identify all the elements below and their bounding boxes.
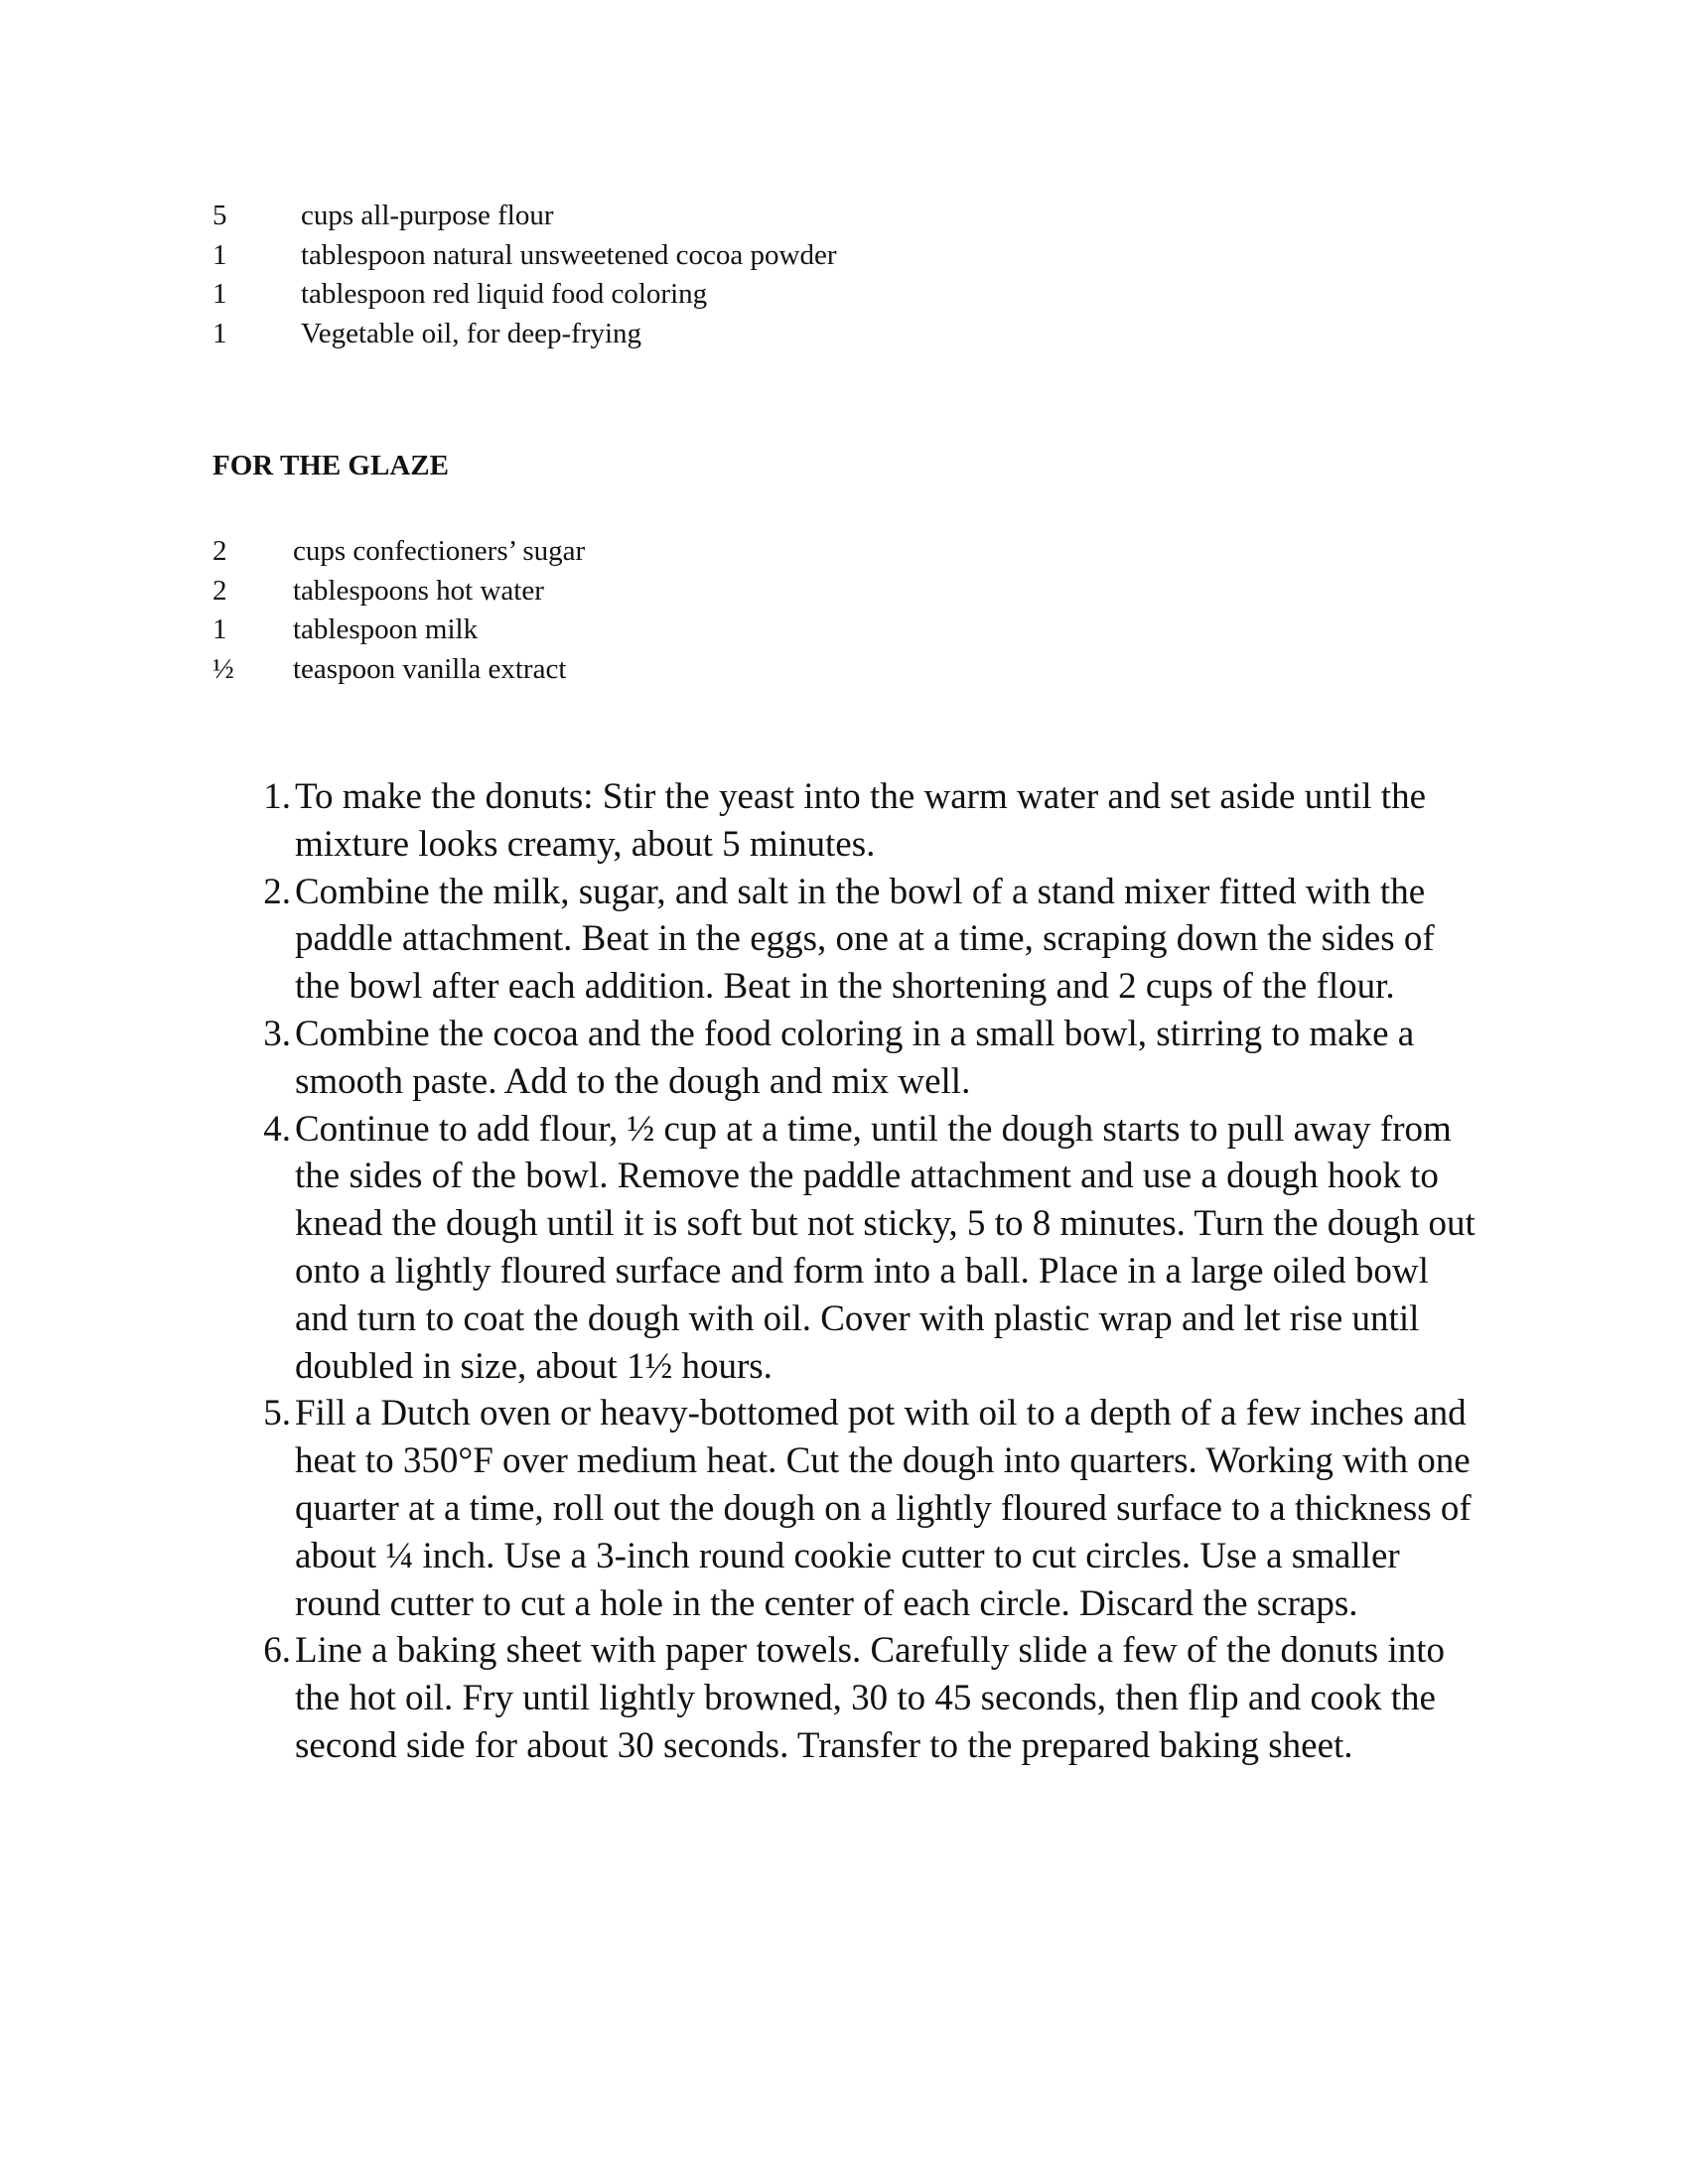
step-number: 4. bbox=[263, 1108, 291, 1150]
ingredient-row bbox=[212, 236, 837, 276]
step-number: 6. bbox=[263, 1630, 291, 1672]
ingredient-row bbox=[212, 275, 837, 315]
ingredient-quantity: 1 bbox=[212, 614, 227, 645]
instruction-step bbox=[263, 869, 1486, 1011]
ingredient-row bbox=[212, 197, 837, 236]
ingredient-row bbox=[212, 315, 837, 354]
step-text: To make the donuts: Stir the yeast into the warm water and set aside until the mixture looks creamy, about 5 minutes. bbox=[295, 776, 1426, 865]
glaze-ingredient-list bbox=[212, 532, 585, 689]
ingredient-row bbox=[212, 572, 585, 612]
step-number: 5. bbox=[263, 1393, 291, 1434]
step-text: Continue to add flour, ½ cup at a time, until the dough starts to pull away from the sides of the bowl. Remove the paddle attachment and use a dough hook to knead the dough until it is soft but not sticky, 5 to 8 minutes. Turn the dough out onto a lightly floured surface and form into a ball. Place in a large oiled bowl and turn to coat the dough with oil. Cover with plastic wrap and let rise until doubled in size, about 1½ hours. bbox=[295, 1108, 1476, 1387]
ingredient-row bbox=[212, 532, 585, 572]
ingredient-quantity: 1 bbox=[212, 317, 227, 349]
step-text: Combine the milk, sugar, and salt in the bowl of a stand mixer fitted with the paddle attachment. Beat in the eggs, one at a time, scraping down the sides of the bowl after each addition. Beat in the shortening and 2 cups of the flour. bbox=[295, 871, 1435, 1008]
step-number: 3. bbox=[263, 1013, 291, 1054]
ingredient-row bbox=[212, 611, 585, 650]
ingredient-text: cups confectioners’ sugar bbox=[293, 535, 586, 567]
ingredient-quantity: 5 bbox=[212, 200, 227, 231]
ingredient-quantity: 2 bbox=[212, 574, 227, 607]
step-text: Combine the cocoa and the food coloring in a small bowl, stirring to make a smooth paste. Add to the dough and mix well. bbox=[295, 1013, 1415, 1102]
ingredient-quantity: 1 bbox=[212, 238, 227, 271]
step-text: Fill a Dutch oven or heavy-bottomed pot with oil to a depth of a few inches and heat to 350°F over medium heat. Cut the dough into quarters. Working with one quarter at a time, roll out the dough on a lightly floured surface to a thickness of about ¼ inch. Use a 3-inch round cookie cutter to cut circles. Use a smaller round cutter to cut a hole in the center of each circle. Discard the scraps. bbox=[295, 1393, 1472, 1624]
instruction-step bbox=[263, 1106, 1486, 1391]
instruction-step bbox=[263, 1627, 1486, 1769]
ingredient-text: teaspoon vanilla extract bbox=[293, 652, 567, 685]
instruction-step bbox=[263, 1390, 1486, 1627]
ingredient-quantity: 1 bbox=[212, 278, 227, 310]
ingredient-text: cups all-purpose flour bbox=[301, 200, 554, 231]
step-number: 2. bbox=[263, 871, 291, 912]
dough-ingredient-list bbox=[212, 197, 837, 353]
instruction-step bbox=[263, 773, 1486, 869]
instruction-step bbox=[263, 1011, 1486, 1106]
ingredient-text: Vegetable oil, for deep-frying bbox=[301, 317, 642, 349]
ingredient-text: tablespoon natural unsweetened cocoa powder bbox=[301, 238, 837, 271]
ingredient-row bbox=[212, 650, 585, 690]
ingredient-quantity: 2 bbox=[212, 535, 227, 567]
ingredient-text: tablespoon milk bbox=[293, 614, 479, 645]
glaze-heading: FOR THE GLAZE bbox=[212, 450, 449, 481]
ingredient-text: tablespoon red liquid food coloring bbox=[301, 278, 708, 310]
ingredient-text: tablespoons hot water bbox=[293, 574, 544, 607]
step-number: 1. bbox=[263, 776, 291, 817]
step-text: Line a baking sheet with paper towels. Carefully slide a few of the donuts into the hot oil. Fry until lightly browned, 30 to 45 seconds, then flip and cook the second side for about 30 seconds. Transfer to the prepared baking sheet. bbox=[295, 1630, 1446, 1766]
ingredient-quantity: ½ bbox=[212, 652, 234, 685]
instruction-steps bbox=[263, 773, 1486, 1770]
